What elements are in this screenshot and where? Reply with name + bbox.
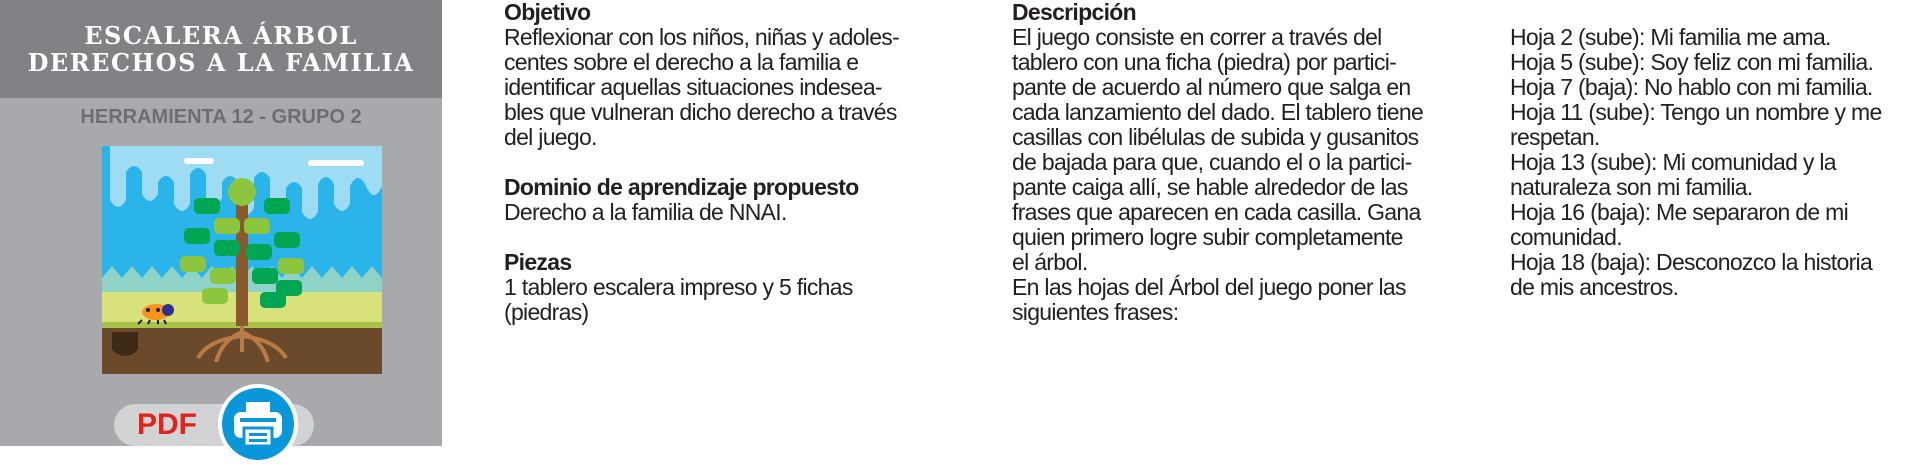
- hoja-13-line: Hoja 13 (sube): Mi comunidad y la: [1510, 149, 1836, 175]
- pdf-label[interactable]: PDF: [137, 408, 197, 441]
- column-objetivo: [504, 0, 944, 325]
- objetivo-line: bles que vulneran dicho derecho a través: [504, 99, 897, 125]
- dominio-heading: Dominio de aprendizaje propuesto: [504, 174, 859, 200]
- descripcion-line: casillas con libélulas de subida y gusanitos: [1012, 124, 1419, 150]
- descripcion-line: el árbol.: [1012, 249, 1088, 275]
- hoja-13-line: naturaleza son mi familia.: [1510, 174, 1753, 200]
- descripcion-line: pante de acuerdo al número que salga en: [1012, 74, 1411, 100]
- hoja-2-line: Hoja 2 (sube): Mi familia me ama.: [1510, 24, 1831, 50]
- objetivo-line: centes sobre el derecho a la familia e: [504, 49, 859, 75]
- piezas-line: (piedras): [504, 299, 589, 325]
- print-button[interactable]: [222, 388, 294, 460]
- descripcion-line: de bajada para que, cuando el o la partici-: [1012, 149, 1412, 175]
- printer-icon: [222, 388, 294, 460]
- hoja-7-line: Hoja 7 (baja): No hablo con mi familia.: [1510, 74, 1873, 100]
- hoja-11-line: respetan.: [1510, 124, 1600, 150]
- descripcion-heading: Descripción: [1012, 0, 1136, 25]
- piezas-line: 1 tablero escalera impreso y 5 fichas: [504, 274, 853, 300]
- descripcion-line: frases que aparecen en cada casilla. Gana: [1012, 199, 1421, 225]
- hoja-16-line: comunidad.: [1510, 224, 1622, 250]
- objetivo-line: identificar aquellas situaciones indesea-: [504, 74, 882, 100]
- column-descripcion: [1012, 0, 1472, 325]
- hoja-18-line: de mis ancestros.: [1510, 274, 1679, 300]
- descripcion-line: quien primero logre subir completamente: [1012, 224, 1403, 250]
- hoja-18-line: Hoja 18 (baja): Desconozco la historia: [1510, 249, 1873, 275]
- card-title-line2: DERECHOS A LA FAMILIA: [27, 48, 415, 77]
- hoja-5-line: Hoja 5 (sube): Soy feliz con mi familia.: [1510, 49, 1874, 75]
- descripcion-line: El juego consiste en correr a través del: [1012, 24, 1382, 50]
- descripcion-line: siguientes frases:: [1012, 299, 1179, 325]
- descripcion-line: pante caiga allí, se hable alrededor de las: [1012, 174, 1408, 200]
- column-hojas: [1510, 0, 1920, 300]
- objetivo-line: Reflexionar con los niños, niñas y adoles-: [504, 24, 900, 50]
- objetivo-line: del juego.: [504, 124, 597, 150]
- descripcion-line: tablero con una ficha (piedra) por partici-: [1012, 49, 1397, 75]
- tree-ladder-illustration: [102, 146, 382, 374]
- card-subtitle: HERRAMIENTA 12 - GRUPO 2: [80, 106, 362, 128]
- descripcion-line: cada lanzamiento del dado. El tablero tiene: [1012, 99, 1424, 125]
- objetivo-heading: Objetivo: [504, 0, 591, 25]
- card-title-line1: ESCALERA ÁRBOL: [84, 21, 358, 50]
- hoja-16-line: Hoja 16 (baja): Me separaron de mi: [1510, 199, 1848, 225]
- hoja-11-line: Hoja 11 (sube): Tengo un nombre y me: [1510, 99, 1882, 125]
- tool-card: [0, 0, 442, 446]
- card-header: [0, 0, 442, 98]
- dominio-text: Derecho a la familia de NNAI.: [504, 199, 787, 225]
- piezas-heading: Piezas: [504, 249, 572, 275]
- descripcion-line: En las hojas del Árbol del juego poner las: [1012, 274, 1406, 300]
